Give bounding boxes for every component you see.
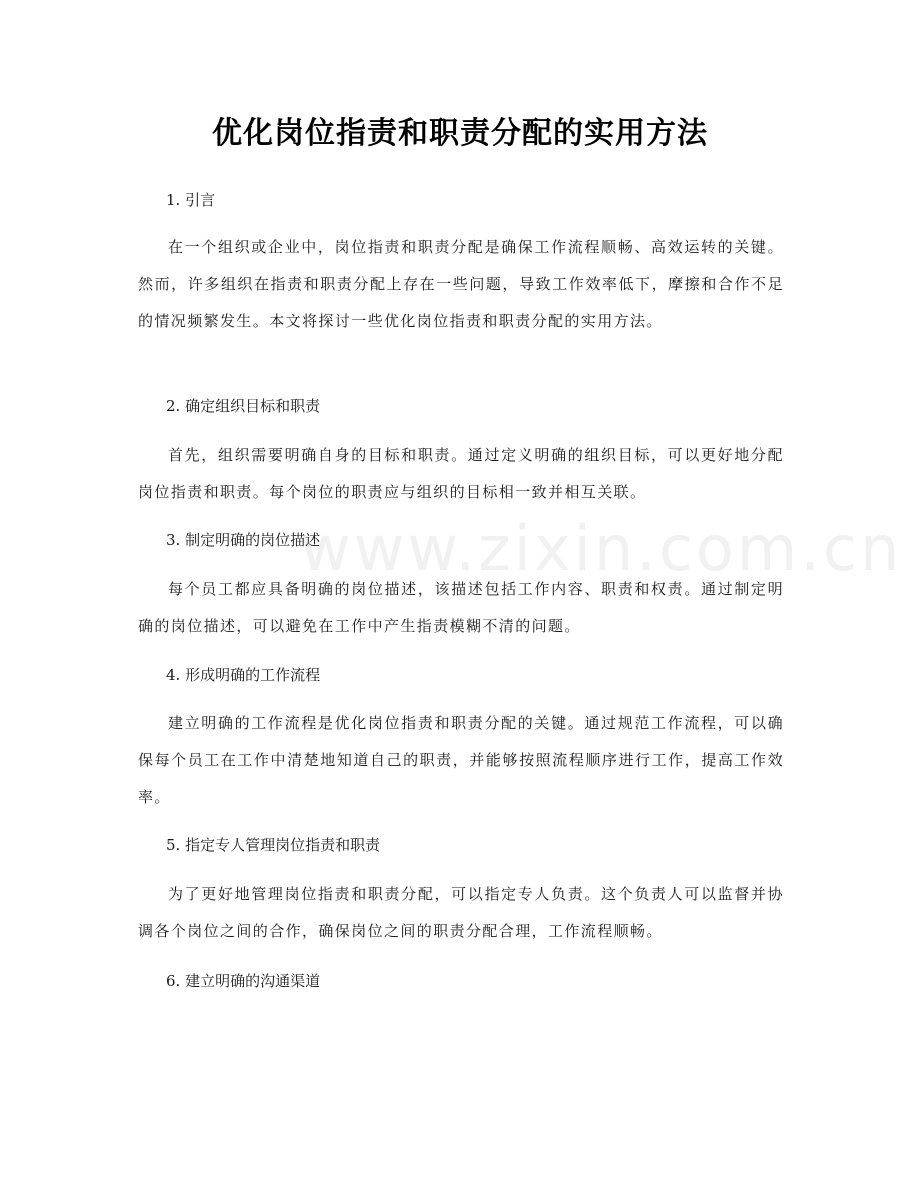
document-title: 优化岗位指责和职责分配的实用方法 xyxy=(212,116,708,151)
section-heading-5: 5. 指定专人管理岗位指责和职责 xyxy=(166,836,381,854)
section-heading-2: 2. 确定组织目标和职责 xyxy=(166,397,321,415)
section-heading-4: 4. 形成明确的工作流程 xyxy=(166,666,321,684)
watermark: www.zixin.com.cn xyxy=(300,512,903,585)
section-heading-1: 1. 引言 xyxy=(166,191,216,209)
section-heading-6: 6. 建立明确的沟通渠道 xyxy=(166,972,321,990)
section-body-1: 在一个组织或企业中，岗位指责和职责分配是确保工作流程顺畅、高效运转的关键。然而，许多组织在指责和职责分配上存在一些问题，导致工作效率低下，摩擦和合作不足的情况频繁发生。本文将探讨一些优化岗位指责和职责分配的实用方法。 xyxy=(138,238,784,330)
section-body-3: 每个员工都应具备明确的岗位描述，该描述包括工作内容、职责和权责。通过制定明确的岗位描述，可以避免在工作中产生指责模糊不清的问题。 xyxy=(138,580,784,635)
section-body-2: 首先，组织需要明确自身的目标和职责。通过定义明确的组织目标，可以更好地分配岗位指责和职责。每个岗位的职责应与组织的目标相一致并相互关联。 xyxy=(138,446,784,501)
section-body-4: 建立明确的工作流程是优化岗位指责和职责分配的关键。通过规范工作流程，可以确保每个员工在工作中清楚地知道自己的职责，并能够按照流程顺序进行工作，提高工作效率。 xyxy=(138,714,784,806)
section-heading-3: 3. 制定明确的岗位描述 xyxy=(166,531,321,549)
section-body-5: 为了更好地管理岗位指责和职责分配，可以指定专人负责。这个负责人可以监督并协调各个岗位之间的合作，确保岗位之间的职责分配合理，工作流程顺畅。 xyxy=(138,885,784,940)
